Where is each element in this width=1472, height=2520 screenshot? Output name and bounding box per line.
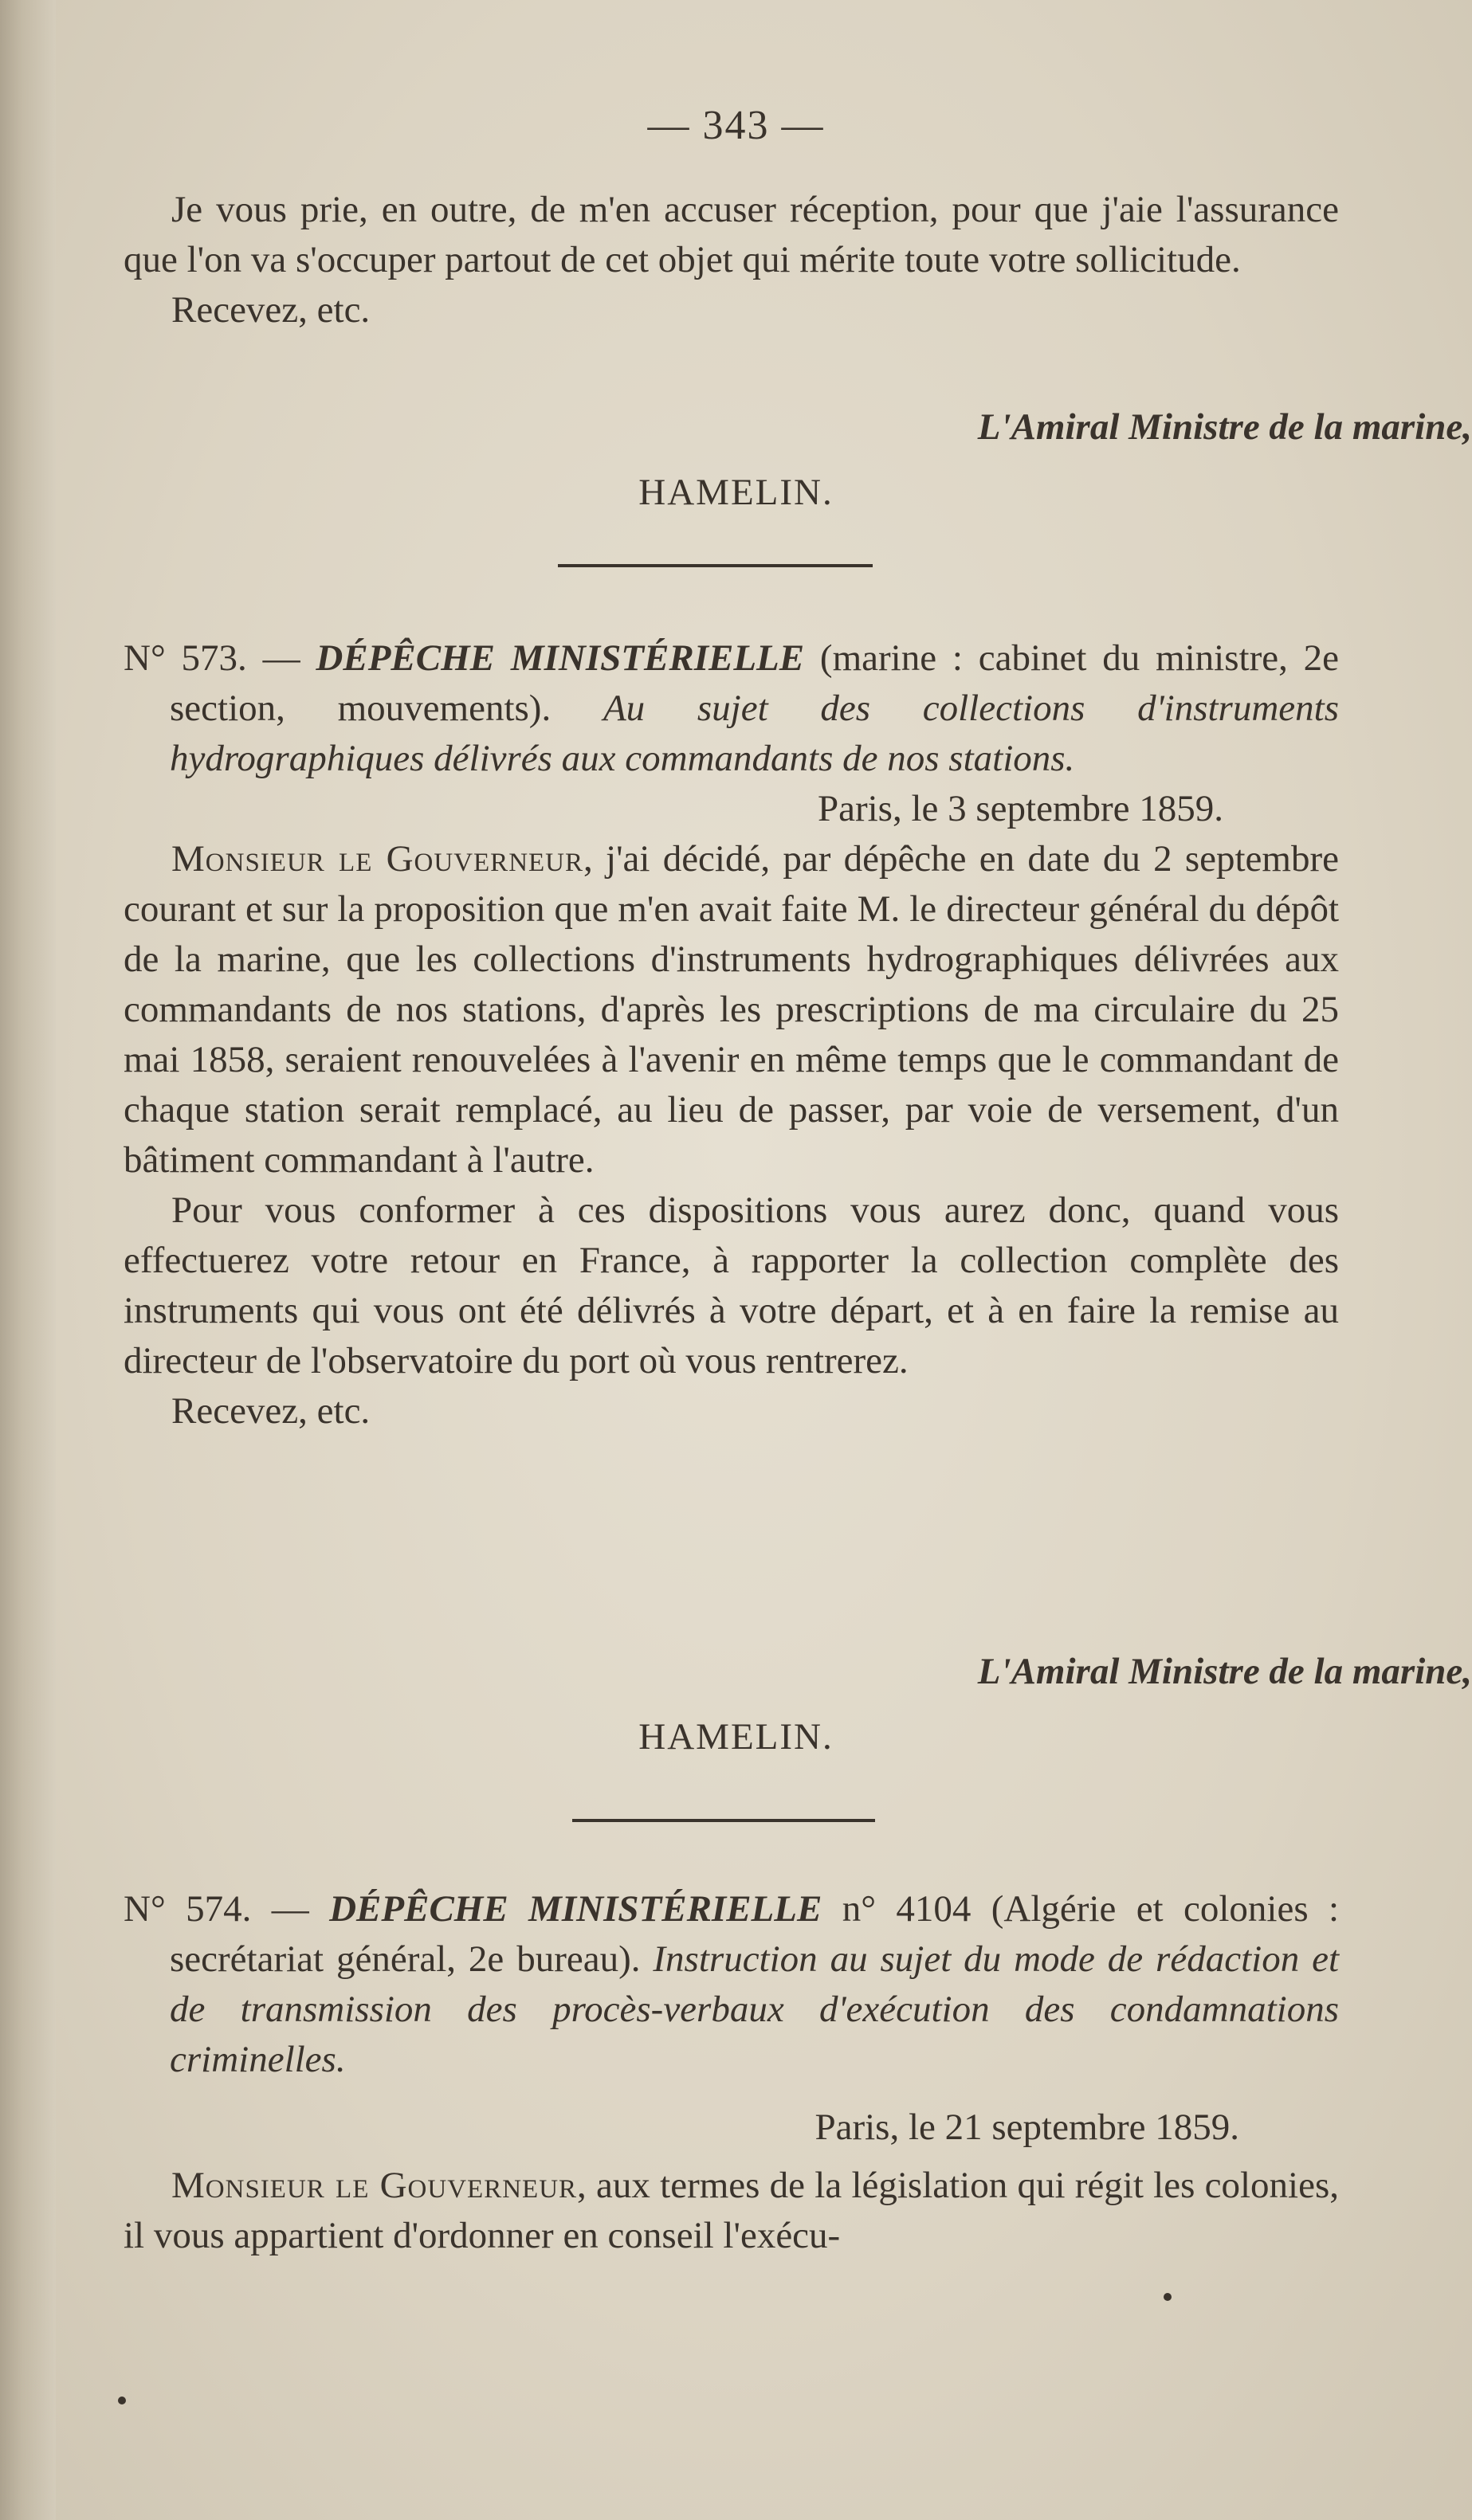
dispatch-574-date: Paris, le 21 septembre 1859. [815,2107,1239,2148]
dispatch-574-heading: DÉPÊCHE MINISTÉRIELLE [329,1888,822,1930]
opening-closing: Recevez, etc. [171,289,371,331]
dispatch-573-body2: Pour vous conformer à ces dispositions vous aurez donc, quand vous effectuerez votre retour en France, à rapporter la collection complète des instruments qui vous ont été délivrés à votre départ, et à en faire la remise au directeur de l'observatoire du port où vous rentrerez. [124,1189,1339,1381]
binding-gutter [0,0,56,2520]
dispatch-573-heading: DÉPÊCHE MINISTÉRIELLE [316,637,805,679]
dispatch-574-subject: Instruction au sujet du mode de rédaction et de transmission des procès-verbaux d'exécution des condamnations criminelles. [170,1938,1340,2080]
ink-speck [1164,2293,1172,2301]
signature2-title: L'Amiral Ministre de la marine, [977,1651,1472,1692]
dispatch-573-body1 [124,834,1339,1186]
signature1-name: HAMELIN. [638,472,834,513]
opening-block [124,185,1339,335]
dispatch-573 [124,633,1339,1436]
dispatch-573-dept: (marine : cabinet du ministre, 2e section, mouvements). [170,637,1340,729]
dispatch-574-body1-text: , aux termes de la législation qui régit les colonies, il vous appartient d'ordonner en conseil l'exécu- [124,2165,1339,2256]
dispatch-573-date: Paris, le 3 septembre 1859. [817,788,1223,829]
dispatch-574-ref: n° 4104 [842,1888,972,1930]
ink-speck [118,2397,126,2404]
signature2-name: HAMELIN. [638,1716,834,1758]
section-divider [572,1819,875,1822]
dispatch-574-header [124,1884,1339,2085]
dispatch-573-closing: Recevez, etc. [171,1390,371,1432]
dispatch-574 [124,1884,1339,2261]
dispatch-574-body1 [124,2161,1339,2261]
dispatch-574-number: N° 574. — [124,1888,309,1930]
opening-paragraph: Je vous prie, en outre, de m'en accuser réception, pour que j'aie l'assurance que l'on va s'occuper partout de cet objet qui mérite toute votre sollicitude. [124,189,1339,280]
page-number: — 343 — [647,103,825,148]
section-divider [558,564,873,567]
dispatch-574-dept: (Algérie et colonies : secrétariat général, 2e bureau). [170,1888,1340,1980]
dispatch-573-subject: Au sujet des collections d'instruments hydrographiques délivrés aux commandants de nos stations. [170,688,1339,779]
signature1-title: L'Amiral Ministre de la marine, [977,406,1472,448]
dispatch-573-body1-text: , j'ai décidé, par dépêche en date du 2 septembre courant et sur la proposition que m'en avait faite M. le directeur général du dépôt de la marine, que les collections d'instruments hydrographiques délivrées aux commandants de nos stations, d'après les prescriptions de ma circulaire du 25 mai 1858, seraient renouvelées à l'avenir en même temps que le commandant de chaque station serait remplacé, au lieu de passer, par voie de versement, d'un bâtiment commandant à l'autre. [124,838,1339,1181]
dispatch-573-salutation: Monsieur le Gouverneur [171,838,584,880]
dispatch-573-header [124,633,1339,784]
dispatch-573-number: N° 573. — [124,637,300,679]
dispatch-574-salutation: Monsieur le Gouverneur [171,2165,578,2206]
